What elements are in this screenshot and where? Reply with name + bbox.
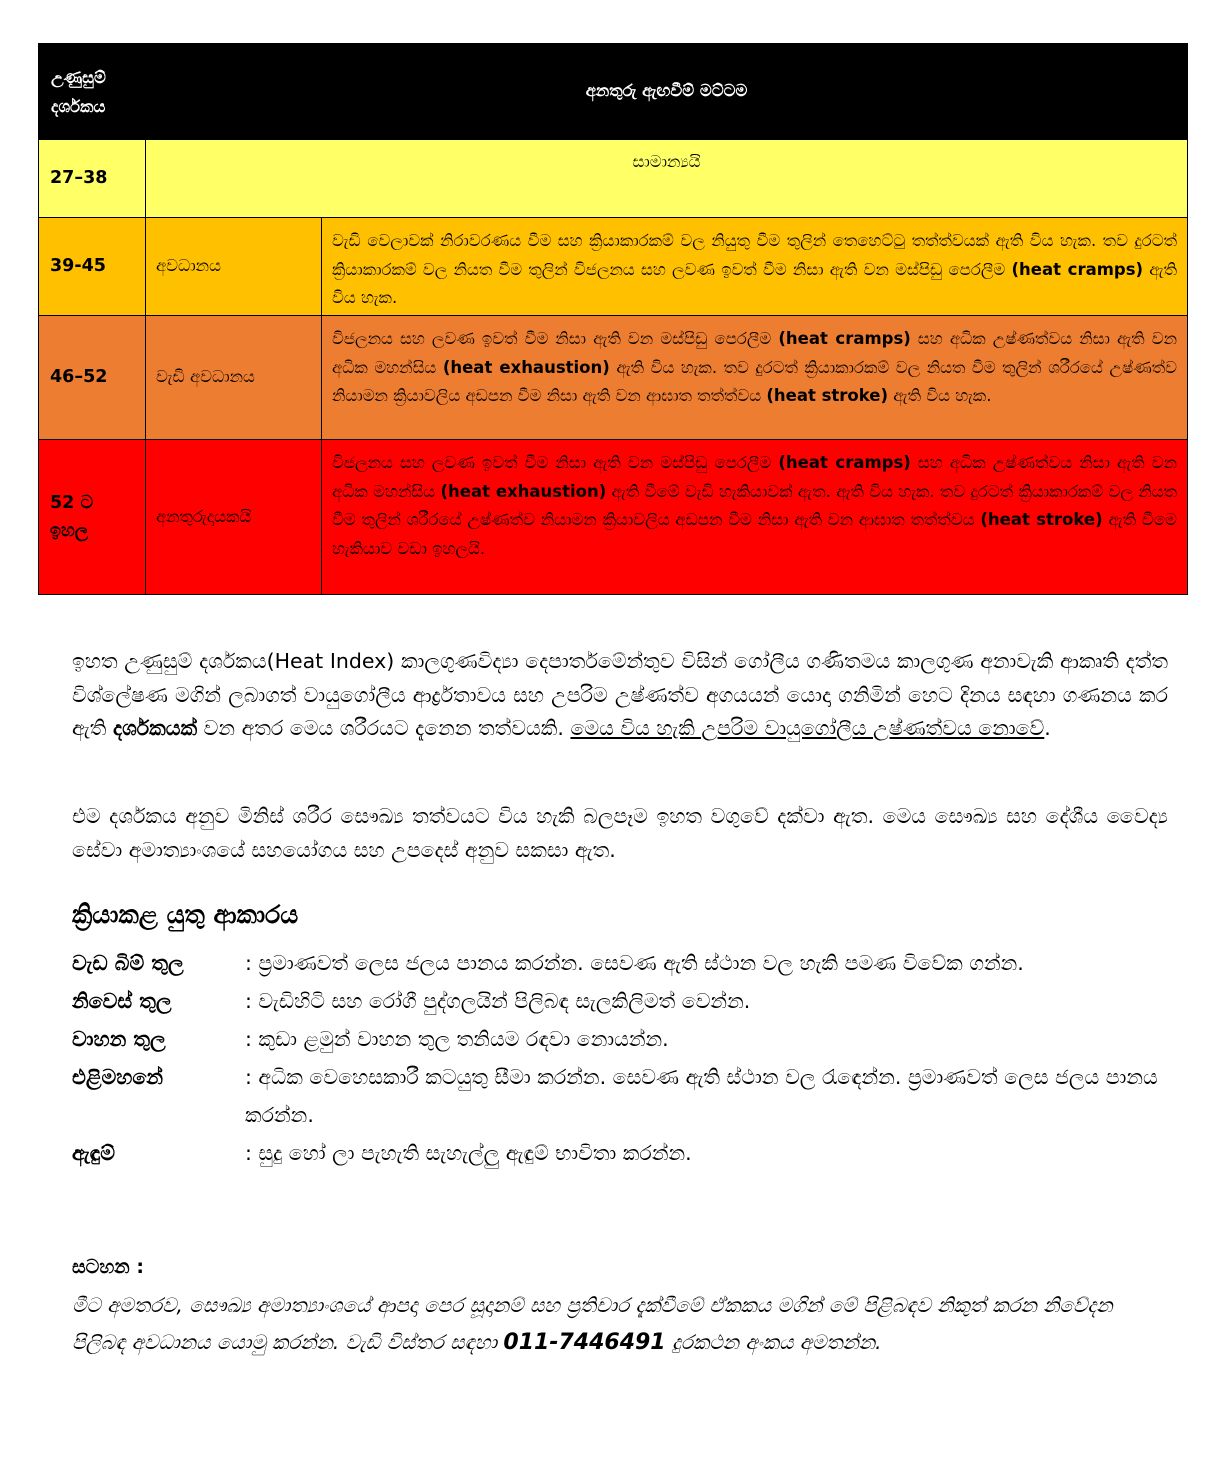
description-text: ඇති විය හැක. [332, 259, 1177, 307]
paragraph-text: ඉහත උණුසුම් දර්ශකය(Heat Index) කාලගුණවිද්‍යා දෙපාර්තමේන්තුව විසින් ගෝලීය ගණිතමය කාලගුණ අනාවැකි ආකෘති දත්ත විශ්ලේෂණ මගින් ලබාගත් වායුගෝලීය ආර්ද්‍රතාවය සහ උපරිම උෂ්ණත්ව අගයයන් යොදා ගනිමින් හෙට දිනය සඳහා ගණනය කර ඇති [72, 649, 1168, 740]
range-label: 27–38 [50, 168, 108, 189]
header-level-label: අනතුරු ඇඟවීම් මට්ටම [585, 81, 748, 101]
table-row-4-range [39, 440, 146, 594]
note-sentence: මීට අමතරව, සෞඛ්‍ය අමාත්‍යාංශයේ ආපදා පෙර සූදානම් සහ ප්‍රතිචාර දැක්වීමේ ඒකකය මගින් මේ පිළිබඳව නිකුත් කරන නිවේදන පිලිබඳ අවධානය යොමු කරන්න. වැඩි විස්තර සඳහා [72, 1293, 1113, 1354]
level-label: අනතුරුදායකයි [156, 506, 252, 526]
table-row-3-level [146, 316, 322, 440]
table-row-2-level [146, 218, 322, 316]
explanation-paragraph-2: එම දර්ශකය අනුව මිනිස් ශරීර සෞඛ්‍ය තත්වයට විය හැකි බලපෑම ඉහත වගුවේ දක්වා ඇත. මෙය සෞඛ්‍ය සහ දේශීය වෛද්‍ය සේවා අමාත්‍යාංශයේ සහයෝගය සහ උපදෙස් අනුව සකසා ඇත. [72, 804, 1168, 862]
description-term: (heat exhaustion) [442, 357, 610, 377]
range-label: 52 ට ඉහල [50, 492, 94, 541]
action-item [72, 1134, 1168, 1172]
level-label: අවධානය [156, 256, 221, 276]
description-term: (heat cramps) [778, 453, 911, 472]
action-advice: : ප්‍රමාණවත් ලෙස ජලය පානය කරන්න. සෙවණ ඇති ස්ථාන වල හැකි පමණ විවේක ගන්න. [245, 951, 1024, 975]
table-row-1-level [146, 140, 1187, 218]
action-place: එළිමහනේ [72, 1065, 163, 1089]
range-label: 39-45 [50, 256, 106, 277]
action-place: ඇඳුම් [72, 1141, 115, 1165]
description-text: විජලනය සහ ලවණ ඉවත් වීම නිසා ඇති වන මස්පිඩු පෙරලීම [332, 329, 779, 348]
table-row-2-range [39, 218, 146, 316]
header-index-label: උණුසුම් දර්ශකය [51, 68, 106, 116]
action-place: වැඩ බිම් තුල [72, 951, 184, 975]
range-label: 46–52 [50, 367, 108, 388]
action-advice: : කුඩා ළමුන් වාහන තුල තනියම රඳවා නොයන්න. [245, 1027, 669, 1051]
description-text: ඇති වීමෙ හැකියාව වඩා ඉහලයි. [332, 510, 1177, 558]
description-text: ඇති විය හැක. තව දුරටත් ක්‍රියාකාරකම් වල නියත වීම තුලින් ශරීරයේ උෂ්ණත්ව නියාමන ක්‍රියාවලිය අඩපන වීම නිසා ඇති වන ආඝාත තත්ත්වය [332, 357, 1177, 405]
description-term: (heat stroke) [980, 510, 1103, 529]
note-text [72, 1287, 1162, 1401]
phone-number: 011-7446491 [503, 1330, 666, 1355]
description-term: (heat cramps) [1011, 259, 1144, 279]
description-text: වැඩි වෙලාවක් නිරාවරණය වීම සහ ක්‍රියාකාරකම් වල නියුතු වීම තුලින් තෙහෙට්ටු තත්ත්වයක් ඇති විය හැක. තව දුරටත් ක්‍රියාකාරකම් වල නියත වීම තුලින් විජලනය සහ ලවණ ඉවත් වීම නිසා ඇති වන මස්පිඩු පෙරලීම [332, 231, 1177, 279]
description-term: (heat cramps) [778, 329, 911, 348]
level-label: වැඩි අවධානය [156, 367, 255, 387]
description-term: (heat stroke) [766, 386, 889, 405]
description-text: සහ අධික උෂ්ණත්වය නිසා ඇති වන අධික මහන්සිය [332, 453, 1177, 501]
table-row-4-description [322, 440, 1187, 594]
description-term: (heat exhaustion) [440, 481, 607, 501]
table-row-3-description [322, 316, 1187, 440]
paragraph-underlined: මෙය විය හැකි උපරිම වායුගෝලීය උෂ්ණත්වය නොවේ [570, 716, 1045, 740]
action-item [72, 1058, 1168, 1134]
description-text: විජලනය සහ ලවණ ඉවත් වීම නිසා ඇති වන මස්පිඩු පෙරලීම [332, 453, 779, 472]
action-advice: : සුදු හෝ ලා පැහැති සැහැල්ලු ඇඳුම් භාවිතා කරන්න. [245, 1141, 692, 1165]
action-item [72, 982, 1168, 1020]
action-place: වාහන තුල [72, 1027, 166, 1051]
actions-heading: ක්‍රියාකළ යුතු ආකාරය [72, 900, 299, 929]
actions-list [72, 944, 1168, 1214]
explanation-paragraph-1 [72, 645, 1168, 781]
description-text: සහ අධික උෂ්ණත්වය නිසා ඇති වන අධික මහන්සිය [332, 329, 1177, 377]
action-item [72, 944, 1168, 982]
action-item [72, 1020, 1168, 1058]
table-row-2-description [322, 218, 1187, 316]
header-level-cell [146, 44, 1187, 140]
header-index-cell [39, 44, 146, 140]
level-label: සාමාන්‍යයි [632, 152, 701, 171]
action-advice: : අධික වෙහෙසකාරී කටයුතු සීමා කරන්න. සෙවණ ඇති ස්ථාන වල රැඳෙන්න. ප්‍රමාණවත් ලෙස ජලය පානය කරන්න. [245, 1065, 1158, 1127]
paragraph-text: වන අතර මෙය ශරීරයට දැනෙන තත්වයකි. [197, 716, 571, 740]
heat-index-table [38, 43, 1188, 595]
description-text: ඇති විය හැක. [888, 386, 992, 405]
table-row-1-range [39, 140, 146, 218]
paragraph-text: . [1044, 716, 1051, 740]
action-advice: : වැඩිහිටි සහ රෝගී පුද්ගලයින් පිලිබඳ සැලකිලිමත් වෙන්න. [245, 989, 751, 1013]
paragraph-emphasis: දර්ශකයක් [112, 716, 198, 740]
table-row-4-level [146, 440, 322, 594]
description-text: ඇති වීමේ වැඩි හැකියාවක් ඇත. ඇති විය හැක. තව දුරටත් ක්‍රියාකාරකම් වල නියත වීම තුලින් ශරීරයේ උෂ්ණත්ව නියාමන ක්‍රියාවලිය අඩපන වීම නිසා ඇති වන ආඝාත තත්ත්වය [332, 481, 1177, 529]
table-row-3-range [39, 316, 146, 440]
note-sentence: දුරකථන අංකය අමතන්න. [665, 1330, 882, 1354]
note-label: සටහන : [72, 1256, 144, 1278]
action-place: නිවෙස් තුල [72, 989, 172, 1013]
